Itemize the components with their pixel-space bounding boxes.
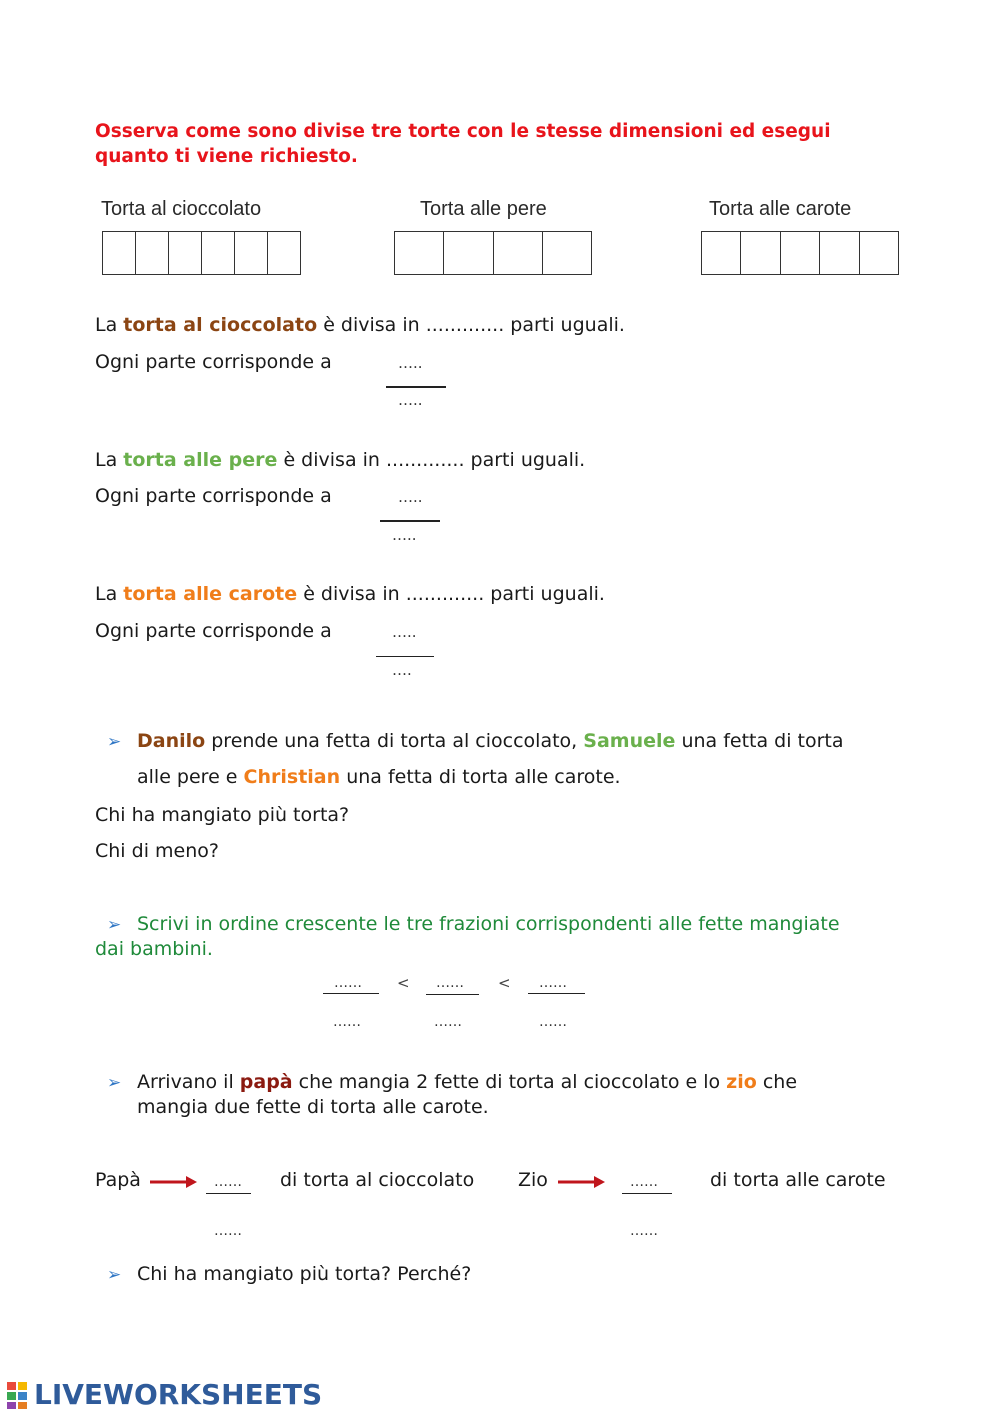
q2-fraction-line — [380, 520, 440, 522]
less-than-2: < — [498, 974, 511, 992]
order-den-1[interactable]: …… — [333, 1014, 361, 1030]
order-instruction-line2: dai bambini. — [95, 938, 213, 960]
q2-denominator[interactable]: ….. — [392, 526, 417, 544]
bullet-arrow-icon: ➢ — [107, 732, 122, 752]
q1-denominator[interactable]: ….. — [398, 391, 423, 409]
q1-ogni: Ogni parte corrisponde a — [95, 351, 332, 373]
question-less: Chi di meno? — [95, 840, 219, 862]
zio-fraction-line — [622, 1193, 672, 1194]
order-den-3[interactable]: …… — [539, 1014, 567, 1030]
papa-numerator[interactable]: …… — [214, 1174, 242, 1190]
cake-bar-carrots — [701, 231, 899, 275]
order-instruction-line1: Scrivi in ordine crescente le tre frazioni corrispondenti alle fette mangiate — [137, 913, 840, 935]
story-line-1: Danilo prende una fetta di torta al cioccolato, Samuele una fetta di torta — [137, 730, 844, 752]
instruction-heading: Osserva come sono divise tre torte con le stesse dimensioni ed esegui quanto ti viene richiesto. — [95, 121, 831, 167]
cake-bar-pears — [394, 231, 592, 275]
q3-fraction-line — [376, 656, 434, 657]
cake-label-chocolate: Torta al cioccolato — [101, 198, 262, 220]
papa-denominator[interactable]: …… — [214, 1223, 242, 1239]
final-question: Chi ha mangiato più torta? Perché? — [137, 1263, 472, 1285]
q3-ogni: Ogni parte corrisponde a — [95, 620, 332, 642]
logo-blocks-icon — [6, 1380, 32, 1410]
q1-numerator[interactable]: ….. — [398, 354, 423, 372]
order-num-1[interactable]: …… — [334, 975, 362, 991]
less-than-1: < — [397, 974, 410, 992]
bullet-arrow-icon: ➢ — [107, 915, 122, 935]
order-line-1 — [323, 993, 379, 994]
arrow-right-icon — [150, 1174, 198, 1190]
story-line-2: alle pere e Christian una fetta di torta alle carote. — [137, 766, 621, 788]
zio-denominator[interactable]: …… — [630, 1223, 658, 1239]
q2-ogni: Ogni parte corrisponde a — [95, 485, 332, 507]
zio-label: Zio — [518, 1169, 548, 1191]
question-more: Chi ha mangiato più torta? — [95, 804, 350, 826]
cake-bar-chocolate — [102, 231, 301, 275]
order-num-3[interactable]: …… — [539, 975, 567, 991]
cake-label-pears: Torta alle pere — [420, 198, 547, 220]
order-den-2[interactable]: …… — [434, 1014, 462, 1030]
arrive-line-2: mangia due fette di torta alle carote. — [137, 1096, 489, 1118]
q2-sentence: La torta alle pere è divisa in ............. parti uguali. — [95, 449, 586, 471]
q1-fraction-line — [386, 386, 446, 388]
order-line-3 — [528, 993, 585, 994]
arrow-right-icon — [558, 1174, 606, 1190]
arrive-line-1: Arrivano il papà che mangia 2 fette di torta al cioccolato e lo zio che — [137, 1071, 798, 1093]
zio-text: di torta alle carote — [710, 1169, 886, 1191]
papa-text: di torta al cioccolato — [280, 1169, 475, 1191]
order-num-2[interactable]: …… — [436, 975, 464, 991]
q2-numerator[interactable]: ….. — [398, 488, 423, 506]
bullet-arrow-icon: ➢ — [107, 1073, 122, 1093]
papa-fraction-line — [206, 1193, 251, 1194]
logo-text: LIVEWORKSHEETS — [34, 1378, 323, 1411]
papa-label: Papà — [95, 1169, 141, 1191]
q3-sentence: La torta alle carote è divisa in ............. parti uguali. — [95, 583, 605, 605]
q3-denominator[interactable]: …. — [392, 661, 412, 679]
liveworksheets-logo[interactable] — [6, 1378, 322, 1411]
zio-numerator[interactable]: …… — [630, 1174, 658, 1190]
q1-sentence: La torta al cioccolato è divisa in ............. parti uguali. — [95, 314, 625, 336]
order-line-2 — [426, 994, 479, 995]
bullet-arrow-icon: ➢ — [107, 1265, 122, 1285]
q3-numerator[interactable]: ….. — [392, 623, 417, 641]
cake-label-carrots: Torta alle carote — [709, 198, 852, 220]
